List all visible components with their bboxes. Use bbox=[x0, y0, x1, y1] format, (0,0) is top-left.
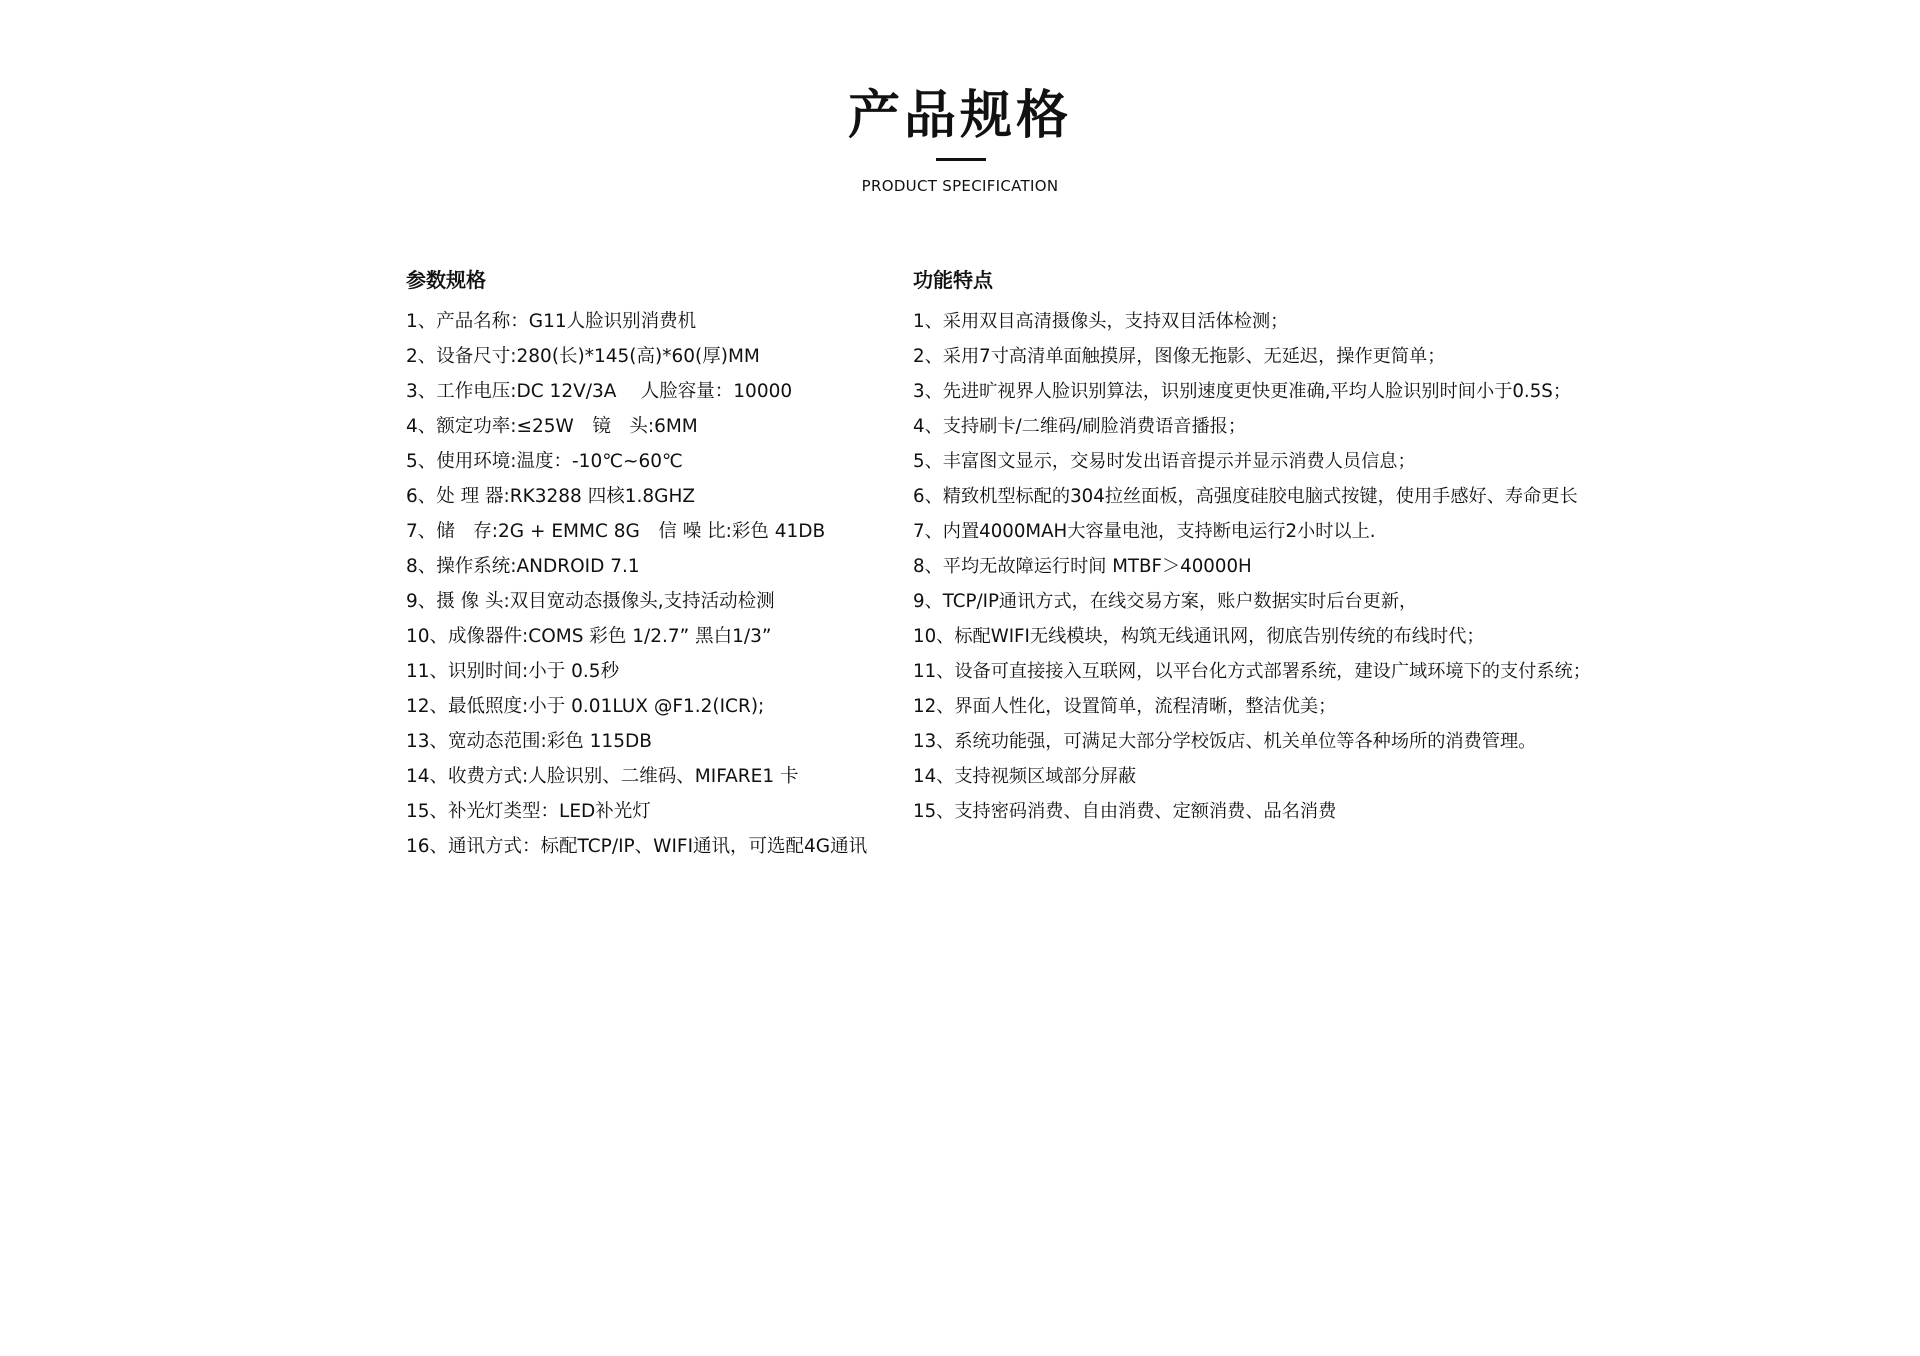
parameter-item: 3、工作电压:DC 12V/3A 人脸容量：10000 bbox=[406, 381, 793, 402]
parameter-item: 8、操作系统:ANDROID 7.1 bbox=[406, 556, 640, 577]
feature-item: 1、采用双目高清摄像头，支持双目活体检测； bbox=[913, 311, 1289, 332]
title-divider bbox=[936, 158, 986, 161]
feature-item: 10、标配WIFI无线模块，构筑无线通讯网，彻底告别传统的布线时代； bbox=[913, 626, 1485, 647]
parameter-item: 15、补光灯类型：LED补光灯 bbox=[406, 801, 651, 822]
parameter-item: 9、摄 像 头:双目宽动态摄像头,支持活动检测 bbox=[406, 591, 775, 612]
page-title: 产品规格 bbox=[847, 86, 1072, 146]
feature-item: 11、设备可直接接入互联网，以平台化方式部署系统，建设广域环境下的支付系统； bbox=[913, 661, 1591, 682]
feature-item: 9、TCP/IP通讯方式，在线交易方案，账户数据实时后台更新， bbox=[913, 591, 1418, 612]
feature-item: 3、先进旷视界人脸识别算法，识别速度更快更准确,平均人脸识别时间小于0.5S； bbox=[913, 381, 1572, 402]
parameter-item: 14、收费方式:人脸识别、二维码、MIFARE1 卡 bbox=[406, 766, 799, 787]
features-section bbox=[913, 266, 1893, 829]
feature-item: 6、精致机型标配的304拉丝面板，高强度硅胶电脑式按键，使用手感好、寿命更长 bbox=[913, 486, 1578, 507]
parameter-item: 4、额定功率:≤25W 镜 头:6MM bbox=[406, 416, 698, 437]
feature-item: 4、支持刷卡/二维码/刷脸消费语音播报； bbox=[913, 416, 1247, 437]
parameter-item: 13、宽动态范围:彩色 115DB bbox=[406, 731, 652, 752]
parameter-item: 5、使用环境:温度：-10℃~60℃ bbox=[406, 451, 683, 472]
parameter-item: 16、通讯方式：标配TCP/IP、WIFI通讯，可选配4G通讯 bbox=[406, 836, 868, 857]
parameter-item: 12、最低照度:小于 0.01LUX @F1.2(ICR); bbox=[406, 696, 765, 717]
feature-item: 5、丰富图文显示，交易时发出语音提示并显示消费人员信息； bbox=[913, 451, 1416, 472]
parameters-section bbox=[406, 266, 906, 864]
parameters-heading: 参数规格 bbox=[406, 268, 486, 292]
feature-item: 12、界面人性化，设置简单，流程清晰，整洁优美； bbox=[913, 696, 1337, 717]
page-subtitle: PRODUCT SPECIFICATION bbox=[861, 177, 1059, 195]
feature-item: 13、系统功能强，可满足大部分学校饭店、机关单位等各种场所的消费管理。 bbox=[913, 731, 1537, 752]
parameter-item: 11、识别时间:小于 0.5秒 bbox=[406, 661, 620, 682]
parameter-item: 2、设备尺寸:280(长)*145(高)*60(厚)MM bbox=[406, 346, 760, 367]
features-list bbox=[913, 304, 1893, 829]
parameter-item: 6、处 理 器:RK3288 四核1.8GHZ bbox=[406, 486, 696, 507]
parameter-item: 7、储 存:2G + EMMC 8G 信 噪 比:彩色 41DB bbox=[406, 521, 826, 542]
feature-item: 14、支持视频区域部分屏蔽 bbox=[913, 766, 1137, 787]
feature-item: 2、采用7寸高清单面触摸屏，图像无拖影、无延迟，操作更简单； bbox=[913, 346, 1446, 367]
parameter-item: 10、成像器件:COMS 彩色 1/2.7” 黑白1/3” bbox=[406, 626, 772, 647]
features-heading: 功能特点 bbox=[913, 268, 993, 292]
parameter-item: 1、产品名称：G11人脸识别消费机 bbox=[406, 311, 697, 332]
parameters-list bbox=[406, 304, 906, 864]
feature-item: 7、内置4000MAH大容量电池，支持断电运行2小时以上. bbox=[913, 521, 1376, 542]
feature-item: 8、平均无故障运行时间 MTBF＞40000H bbox=[913, 556, 1252, 577]
feature-item: 15、支持密码消费、自由消费、定额消费、品名消费 bbox=[913, 801, 1337, 822]
